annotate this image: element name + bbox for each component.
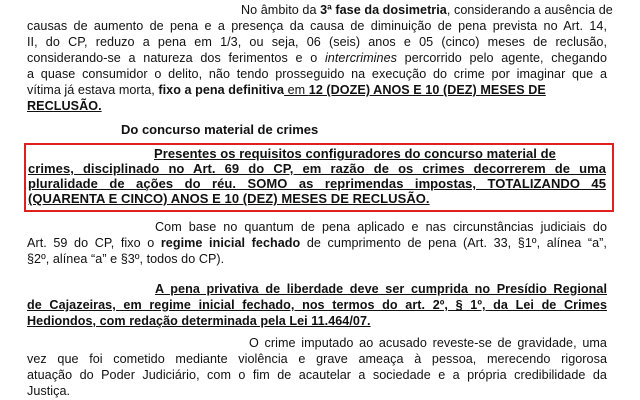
bold-text: regime inicial fechado bbox=[160, 236, 301, 250]
section-heading: Do concurso material de crimes bbox=[121, 122, 319, 137]
regime-line-3: §2º, alínea “a” e §3º, todos do CP). bbox=[27, 252, 225, 266]
gravidade-line-4: Justiça. bbox=[27, 384, 71, 398]
bold-underlined-text: 12 (DOZE) ANOS E 10 (DEZ) MESES DE bbox=[308, 83, 546, 97]
concurso-line-3: pluralidade de ações do réu. SOMO as reprimendas impostas, TOTALIZANDO 45 bbox=[28, 176, 606, 191]
dosimetria-line-4 bbox=[27, 50, 607, 66]
presidio-line-3: Hediondos, com redação determinada pela Lei 11.464/07. bbox=[27, 314, 371, 328]
regime-line-2 bbox=[27, 235, 607, 251]
concurso-line-1: Presentes os requisitos configuradores do concurso material de bbox=[154, 146, 556, 161]
dosimetria-line-3: II, do CP, reduzo a pena em 1/3, ou seja, 06 (seis) anos e 05 (cinco) meses de reclusão, bbox=[27, 35, 607, 49]
gravidade-line-3: atuação do Poder Judiciário, com o fim de acautelar a sociedade e a própria credibilidade da bbox=[27, 368, 607, 382]
concurso-line-4: (QUARENTA E CINCO) ANOS E 10 (DEZ) MESES DE RECLUSÃO. bbox=[28, 191, 430, 206]
gravidade-line-2: vez que foi cometido mediante violência e grave ameaça à pessoa, merecendo rigorosa bbox=[27, 352, 607, 366]
text: percorrido pelo agente, chegando bbox=[396, 51, 608, 65]
concurso-line-2: crimes, disciplinado no Art. 69 do CP, em razão de os crimes decorrerem de uma bbox=[28, 161, 606, 176]
presidio-line-2: de Cajazeiras, em regime inicial fechado, nos termos do art. 2º, § 1º, da Lei de Crimes bbox=[27, 298, 607, 312]
dosimetria-line-6 bbox=[27, 82, 607, 98]
text: de cumprimento de pena (Art. 33, §1º, alínea “a”, bbox=[300, 236, 607, 250]
text: , considerando a ausência de bbox=[446, 3, 613, 17]
dosimetria-line-1 bbox=[241, 2, 613, 18]
bold-text: 3ª fase da dosimetria bbox=[320, 3, 447, 17]
italic-text: intercrimines bbox=[324, 51, 397, 65]
gravidade-line-1: O crime imputado ao acusado reveste-se de gravidade, uma bbox=[249, 336, 607, 350]
dosimetria-line-5: a quase consumidor o delito, não tendo prosseguido na execução do crime por imaginar que a bbox=[27, 67, 607, 81]
text: Art. 59 do CP, fixo o bbox=[27, 236, 161, 250]
presidio-line-1: A pena privativa de liberdade deve ser cumprida no Presídio Regional bbox=[155, 282, 607, 296]
bold-text: fixo a pena definitiva bbox=[158, 83, 285, 97]
text: No âmbito da bbox=[241, 3, 321, 17]
text: em bbox=[284, 83, 309, 97]
text: vítima já estava morta, bbox=[27, 83, 159, 97]
text: considerando-se a natureza dos ferimentos e o bbox=[27, 51, 325, 65]
dosimetria-line-7: RECLUSÃO. bbox=[27, 99, 102, 113]
dosimetria-line-2: causas de aumento de pena e a presença da causa de diminuição de pena prevista no Art. 14, bbox=[27, 19, 607, 33]
regime-line-1: Com base no quantum de pena aplicado e nas circunstâncias judiciais do bbox=[155, 220, 607, 234]
